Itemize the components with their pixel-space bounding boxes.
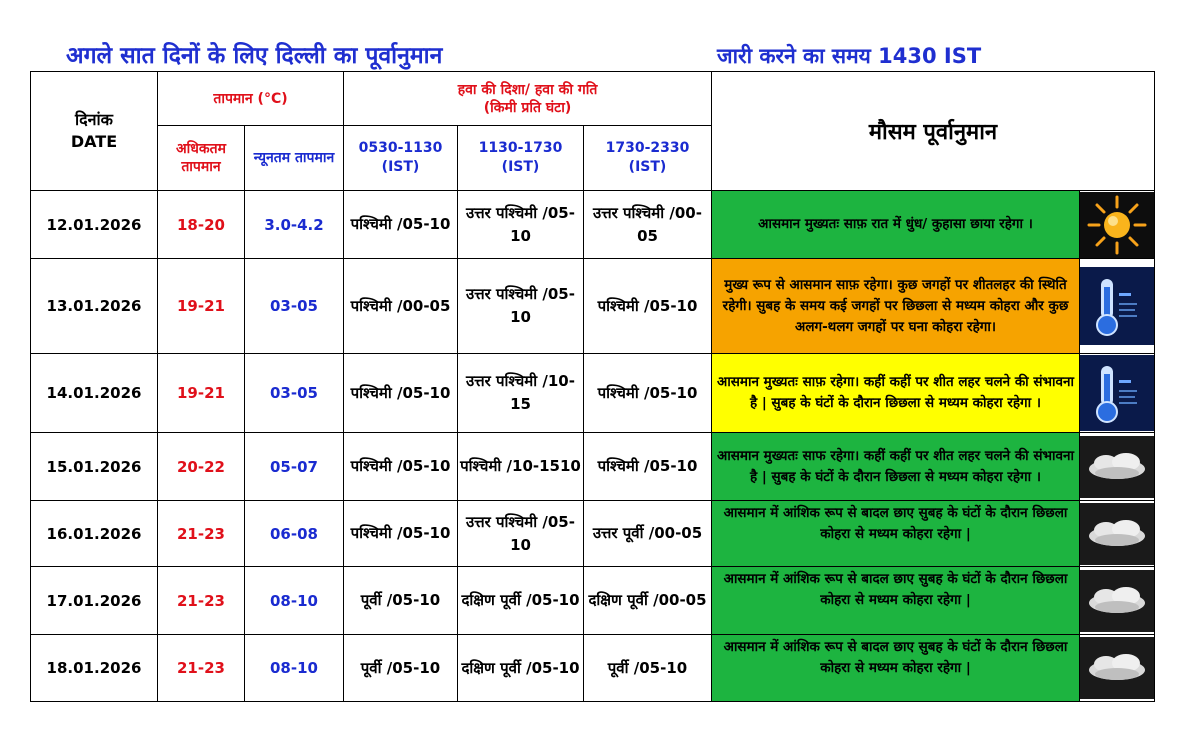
row-date: 18.01.2026 — [31, 635, 158, 702]
slot3-ist: (IST) — [628, 159, 667, 175]
row-forecast: आसमान में आंशिक रूप से बादल छाए सुबह के घंटों के दौरान छिछला कोहरा से मध्यम कोहरा रहेगा | — [712, 501, 1080, 567]
row-min-temp: 06-08 — [245, 501, 344, 567]
row-wind-slot3: दक्षिण पूर्वी /00-05 — [584, 567, 712, 635]
table-row — [31, 635, 1155, 702]
row-max-temp: 20-22 — [158, 433, 245, 501]
row-forecast: मुख्य रूप से आसमान साफ़ रहेगा। कुछ जगहों पर शीतलहर की स्थिति रहेगी। सुबह के समय कई जगहों पर छिछला से मध्यम कोहरा और कुछ अलग-थलग जगहों पर घना कोहरा रहेगा। — [712, 259, 1080, 354]
row-min-temp: 03-05 — [245, 354, 344, 433]
table-row — [31, 433, 1155, 501]
row-wind-slot1: पश्चिमी /05-10 — [344, 191, 458, 259]
row-wind-slot2: उत्तर पश्चिमी /05-10 — [458, 501, 584, 567]
slot1-ist: (IST) — [381, 159, 420, 175]
row-wind-slot3: पश्चिमी /05-10 — [584, 433, 712, 501]
row-max-temp: 18-20 — [158, 191, 245, 259]
slot2-header — [458, 126, 584, 191]
row-max-temp: 19-21 — [158, 354, 245, 433]
row-wind-slot2: पश्चिमी /10-1510 — [458, 433, 584, 501]
row-date: 17.01.2026 — [31, 567, 158, 635]
row-wind-slot1: पूर्वी /05-10 — [344, 635, 458, 702]
date-header-en: DATE — [70, 132, 118, 151]
max-temp-header: अधिकतम तापमान — [158, 126, 245, 191]
row-wind-slot2: उत्तर पश्चिमी /05-10 — [458, 259, 584, 354]
row-wind-slot1: पश्चिमी /00-05 — [344, 259, 458, 354]
fog-icon — [1080, 503, 1154, 565]
page-title: अगले सात दिनों के लिए दिल्ली का पूर्वानुमान — [66, 43, 443, 69]
row-max-temp: 21-23 — [158, 635, 245, 702]
row-wind-slot3: पश्चिमी /05-10 — [584, 354, 712, 433]
slot3-time: 1730-2330 — [605, 140, 690, 156]
min-temp-header: न्यूनतम तापमान — [245, 126, 344, 191]
row-date: 12.01.2026 — [31, 191, 158, 259]
row-icon-cell — [1080, 259, 1155, 354]
row-wind-slot2: उत्तर पश्चिमी /10-15 — [458, 354, 584, 433]
row-wind-slot1: पश्चिमी /05-10 — [344, 354, 458, 433]
slot1-time: 0530-1130 — [358, 140, 443, 156]
row-min-temp: 08-10 — [245, 567, 344, 635]
table-row — [31, 191, 1155, 259]
slot2-ist: (IST) — [501, 159, 540, 175]
row-max-temp: 21-23 — [158, 567, 245, 635]
row-min-temp: 3.0-4.2 — [245, 191, 344, 259]
temperature-header: तापमान (°C) — [158, 72, 344, 126]
row-forecast: आसमान मुख्यतः साफ़ रहेगा। कहीं कहीं पर शीत लहर चलने की संभावना है | सुबह के घंटों के दौरान छिछला से मध्यम कोहरा रहेगा । — [712, 354, 1080, 433]
date-header-hi: दिनांक — [75, 110, 113, 129]
row-date: 15.01.2026 — [31, 433, 158, 501]
row-wind-slot2: उत्तर पश्चिमी /05-10 — [458, 191, 584, 259]
fog-icon — [1080, 637, 1154, 699]
row-wind-slot1: पूर्वी /05-10 — [344, 567, 458, 635]
row-min-temp: 08-10 — [245, 635, 344, 702]
row-wind-slot3: उत्तर पूर्वी /00-05 — [584, 501, 712, 567]
row-wind-slot2: दक्षिण पूर्वी /05-10 — [458, 567, 584, 635]
forecast-header: मौसम पूर्वानुमान — [712, 72, 1155, 191]
row-forecast: आसमान में आंशिक रूप से बादल छाए सुबह के घंटों के दौरान छिछला कोहरा से मध्यम कोहरा रहेगा | — [712, 567, 1080, 635]
row-icon-cell — [1080, 191, 1155, 259]
row-min-temp: 05-07 — [245, 433, 344, 501]
row-max-temp: 21-23 — [158, 501, 245, 567]
row-forecast: आसमान मुख्यतः साफ़ रात में धुंध/ कुहासा छाया रहेगा । — [712, 191, 1080, 259]
slot2-time: 1130-1730 — [478, 140, 563, 156]
table-row — [31, 567, 1155, 635]
table-row — [31, 259, 1155, 354]
row-wind-slot2: दक्षिण पूर्वी /05-10 — [458, 635, 584, 702]
fog-icon — [1080, 436, 1154, 498]
row-icon-cell — [1080, 433, 1155, 501]
row-max-temp: 19-21 — [158, 259, 245, 354]
table-row — [31, 501, 1155, 567]
row-date: 13.01.2026 — [31, 259, 158, 354]
row-wind-slot1: पश्चिमी /05-10 — [344, 501, 458, 567]
cold-wave-icon — [1080, 267, 1154, 345]
issue-time: जारी करने का समय 1430 IST — [717, 44, 982, 68]
row-wind-slot3: उत्तर पश्चिमी /00-05 — [584, 191, 712, 259]
row-icon-cell — [1080, 354, 1155, 433]
row-date: 14.01.2026 — [31, 354, 158, 433]
forecast-table — [30, 71, 1155, 702]
date-header — [31, 72, 158, 191]
row-wind-slot3: पूर्वी /05-10 — [584, 635, 712, 702]
wind-header-line2: (किमी प्रति घंटा) — [483, 99, 572, 116]
row-forecast: आसमान में आंशिक रूप से बादल छाए सुबह के घंटों के दौरान छिछला कोहरा से मध्यम कोहरा रहेगा | — [712, 635, 1080, 702]
row-forecast: आसमान मुख्यतः साफ रहेगा। कहीं कहीं पर शीत लहर चलने की संभावना है | सुबह के घंटों के दौरान छिछला से मध्यम कोहरा रहेगा । — [712, 433, 1080, 501]
row-date: 16.01.2026 — [31, 501, 158, 567]
table-row — [31, 354, 1155, 433]
wind-header-line1: हवा की दिशा/ हवा की गति — [457, 81, 598, 98]
wind-header — [344, 72, 712, 126]
fog-icon — [1080, 570, 1154, 632]
slot1-header — [344, 126, 458, 191]
row-min-temp: 03-05 — [245, 259, 344, 354]
sun-icon — [1080, 192, 1154, 258]
row-icon-cell — [1080, 635, 1155, 702]
row-icon-cell — [1080, 501, 1155, 567]
cold-wave-icon — [1080, 355, 1154, 431]
row-wind-slot1: पश्चिमी /05-10 — [344, 433, 458, 501]
row-wind-slot3: पश्चिमी /05-10 — [584, 259, 712, 354]
slot3-header — [584, 126, 712, 191]
row-icon-cell — [1080, 567, 1155, 635]
